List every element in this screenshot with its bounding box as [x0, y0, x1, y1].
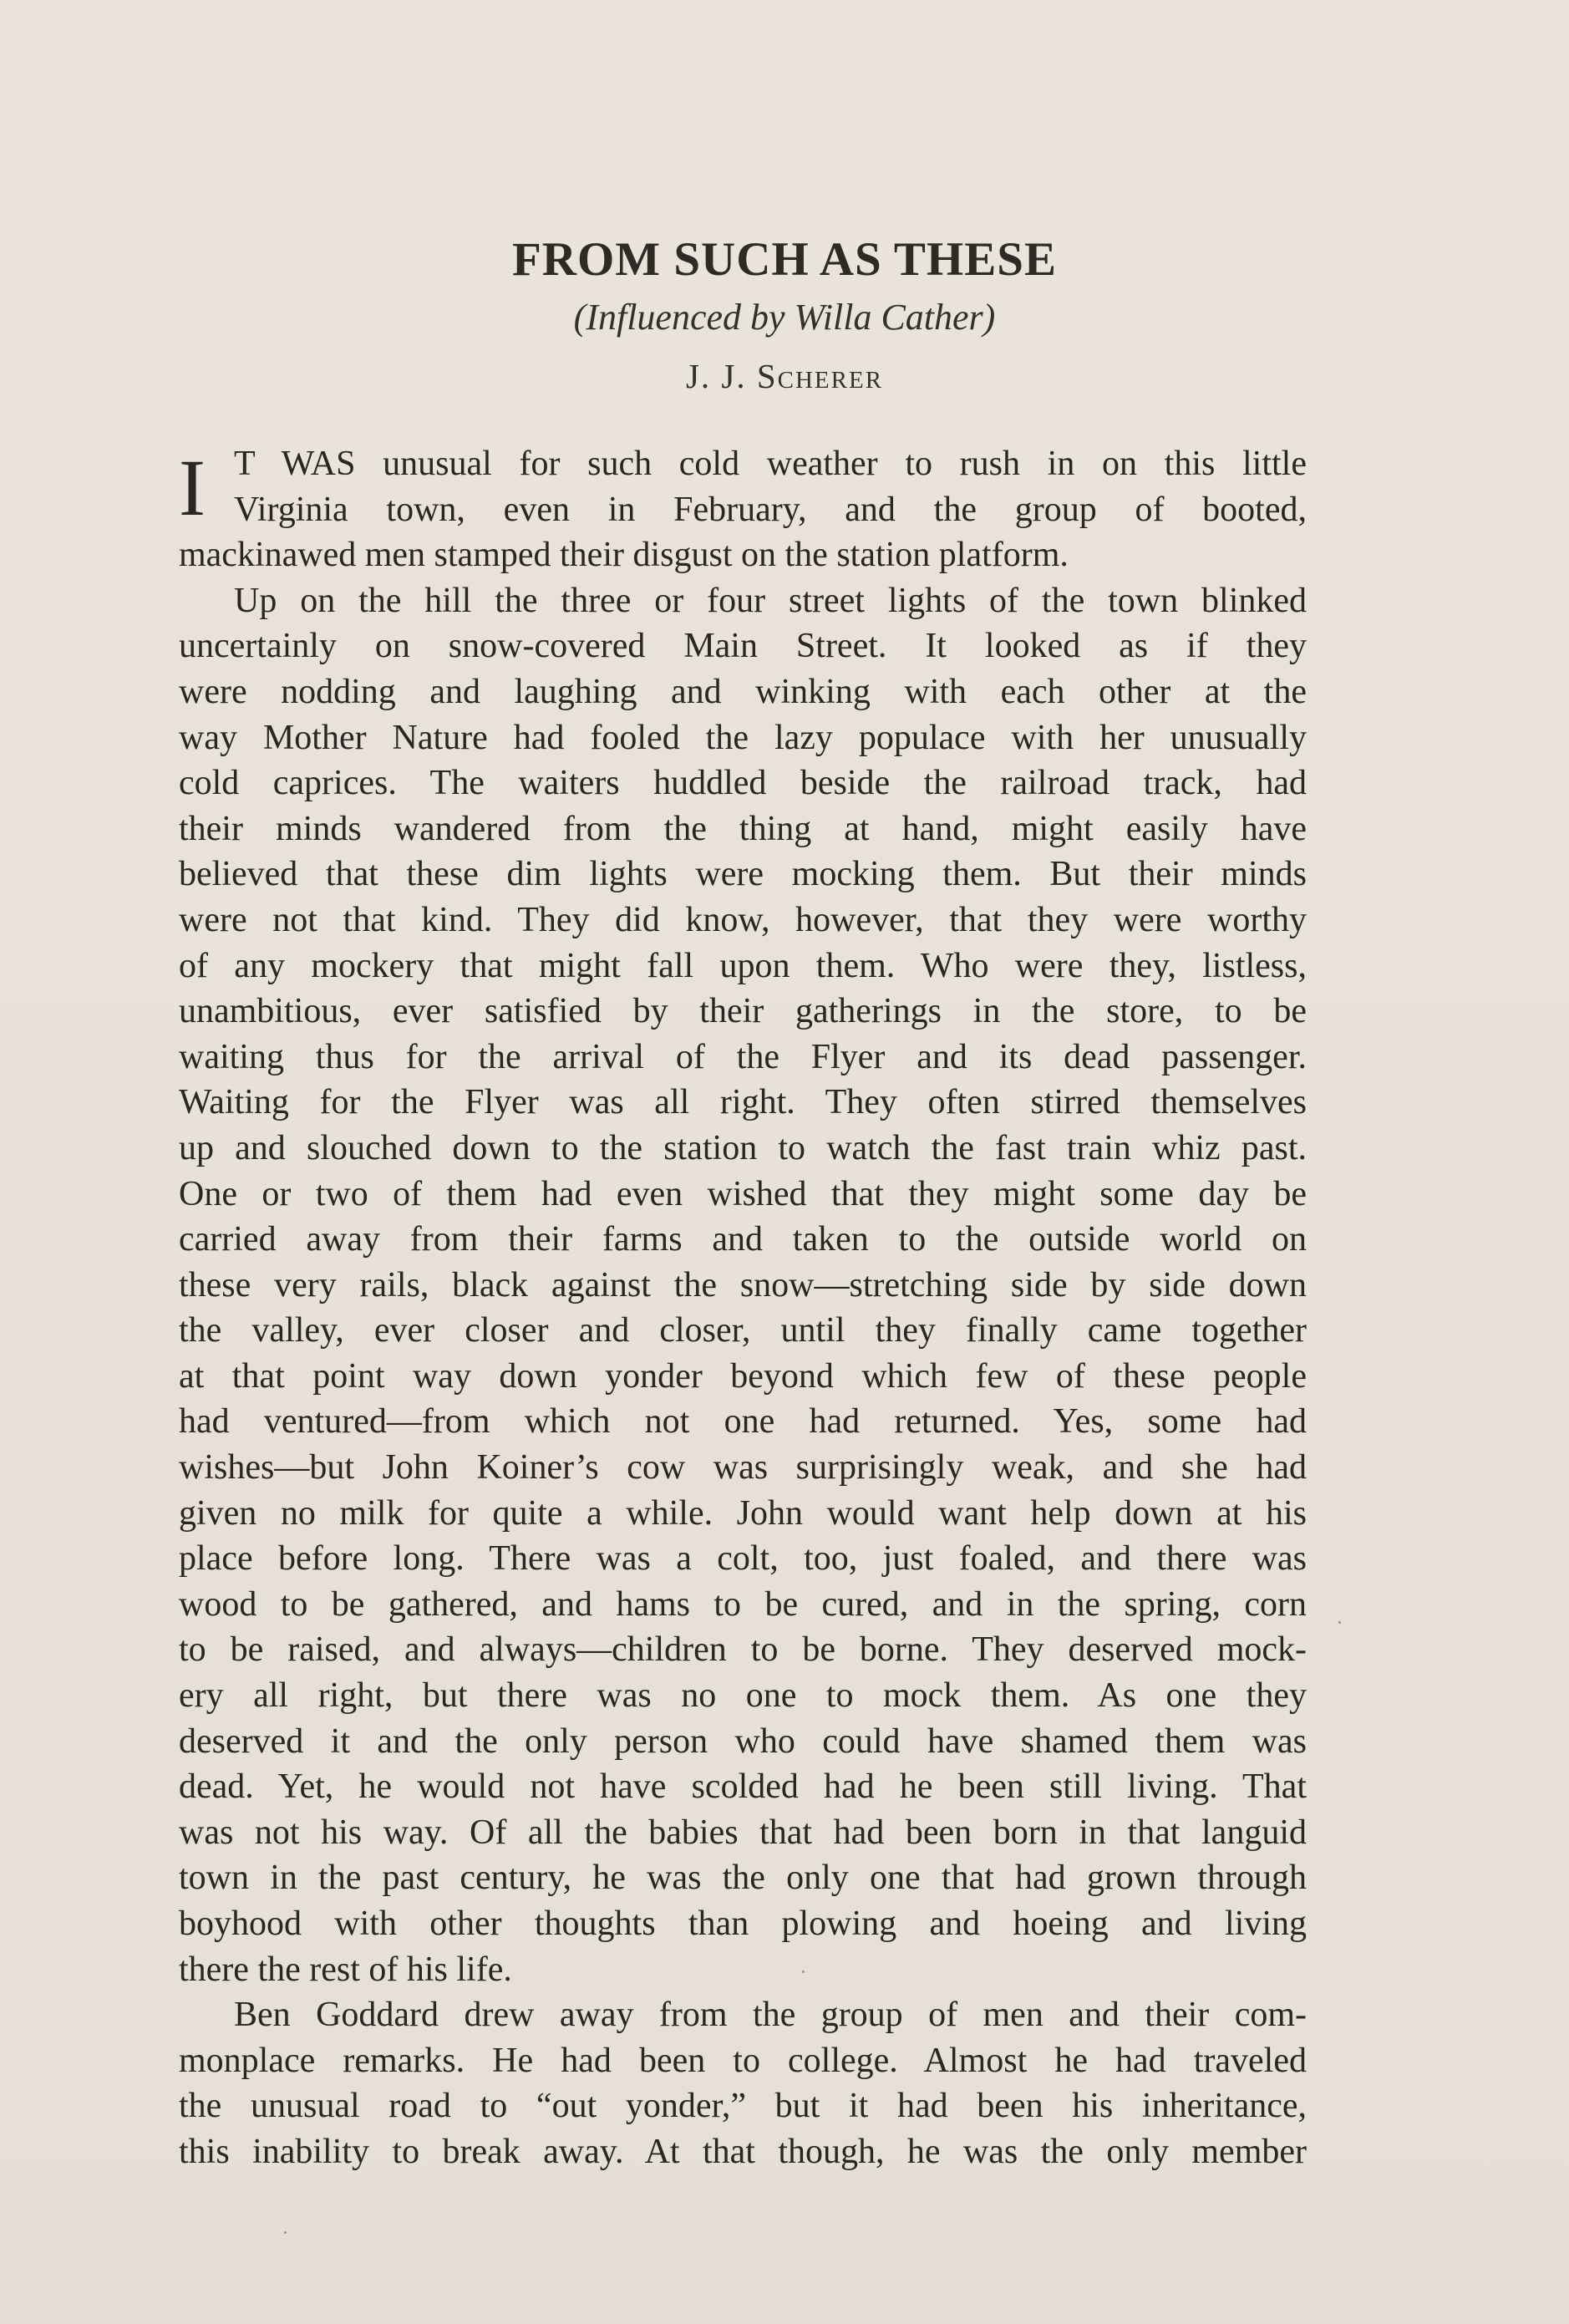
text-line: Up on the hill the three or four street lights of the town blinked [234, 581, 1307, 620]
text-line: uncertainly on snow-covered Main Street. It looked as if they [179, 627, 1307, 666]
text-line: of any mockery that might fall upon them. Who were they, listless, [179, 946, 1307, 985]
text-line: Virginia town, even in February, and the group of booted, [234, 490, 1307, 529]
text-line: there the rest of his life. [179, 1950, 512, 1989]
text-line: cold caprices. The waiters huddled beside the railroad track, had [179, 764, 1307, 803]
text-line: One or two of them had even wished that they might some day be [179, 1174, 1307, 1213]
text-line: place before long. There was a colt, too, just foaled, and there was [179, 1539, 1307, 1579]
paper-speck [284, 2231, 287, 2234]
text-line: boyhood with other thoughts than plowing and hoeing and living [179, 1904, 1307, 1943]
text-line: wood to be gathered, and hams to be cured, and in the spring, corn [179, 1584, 1307, 1624]
text-line: to be raised, and always—children to be borne. They deserved mock- [179, 1630, 1307, 1670]
story-body [179, 441, 1307, 2175]
paper-speck [802, 1971, 805, 1973]
text-line: Ben Goddard drew away from the group of men and their com- [234, 1996, 1307, 2035]
text-line: was not his way. Of all the babies that had been born in that languid [179, 1813, 1307, 1852]
text-line: wishes—but John Koiner’s cow was surprisingly weak, and she had [179, 1448, 1307, 1487]
text-line: town in the past century, he was the only one that had grown through [179, 1859, 1307, 1898]
text-line: waiting thus for the arrival of the Flyer and its dead passenger. [179, 1037, 1307, 1076]
text-line: T WAS unusual for such cold weather to rush in on this little [234, 445, 1307, 483]
story-title: FROM SUCH AS THESE [511, 233, 1057, 286]
text-line: this inability to break away. At that though, he was the only member [179, 2132, 1307, 2171]
text-line: were nodding and laughing and winking with each other at the [179, 672, 1307, 711]
text-line: unambitious, ever satisfied by their gatherings in the store, to be [179, 992, 1307, 1031]
text-line: the unusual road to “out yonder,” but it had been his inheritance, [179, 2087, 1307, 2126]
text-line: dead. Yet, he would not have scolded had he been still living. That [179, 1767, 1307, 1807]
text-line: these very rails, black against the snow—stretching side by side down [179, 1265, 1307, 1304]
text-line: were not that kind. They did know, however, that they were worthy [179, 900, 1307, 939]
paper-speck [1338, 1621, 1341, 1624]
text-line: way Mother Nature had fooled the lazy populace with her unusually [179, 718, 1307, 757]
text-line: carried away from their farms and taken to the outside world on [179, 1220, 1307, 1259]
text-line: up and slouched down to the station to watch the fast train whiz past. [179, 1128, 1307, 1167]
drop-cap: I [179, 443, 206, 532]
text-line: mackinawed men stamped their disgust on the station platform. [179, 536, 1069, 575]
text-line: at that point way down yonder beyond which few of these people [179, 1356, 1307, 1396]
text-line: ery all right, but there was no one to mock them. As one they [179, 1676, 1307, 1716]
text-line: monplace remarks. He had been to college. Almost he had traveled [179, 2041, 1307, 2080]
author-name: J. J. Scherer [685, 357, 884, 395]
story-subtitle: (Influenced by Willa Cather) [573, 297, 996, 338]
text-line: had ventured—from which not one had returned. Yes, some had [179, 1402, 1307, 1442]
text-line: Waiting for the Flyer was all right. They often stirred themselves [179, 1083, 1307, 1122]
text-line: the valley, ever closer and closer, until they finally came together [179, 1311, 1307, 1350]
text-line: their minds wandered from the thing at hand, might easily have [179, 809, 1307, 848]
text-line: given no milk for quite a while. John would want help down at his [179, 1493, 1307, 1533]
text-line: believed that these dim lights were mocking them. But their minds [179, 855, 1307, 894]
text-line: deserved it and the only person who could have shamed them was [179, 1721, 1307, 1761]
